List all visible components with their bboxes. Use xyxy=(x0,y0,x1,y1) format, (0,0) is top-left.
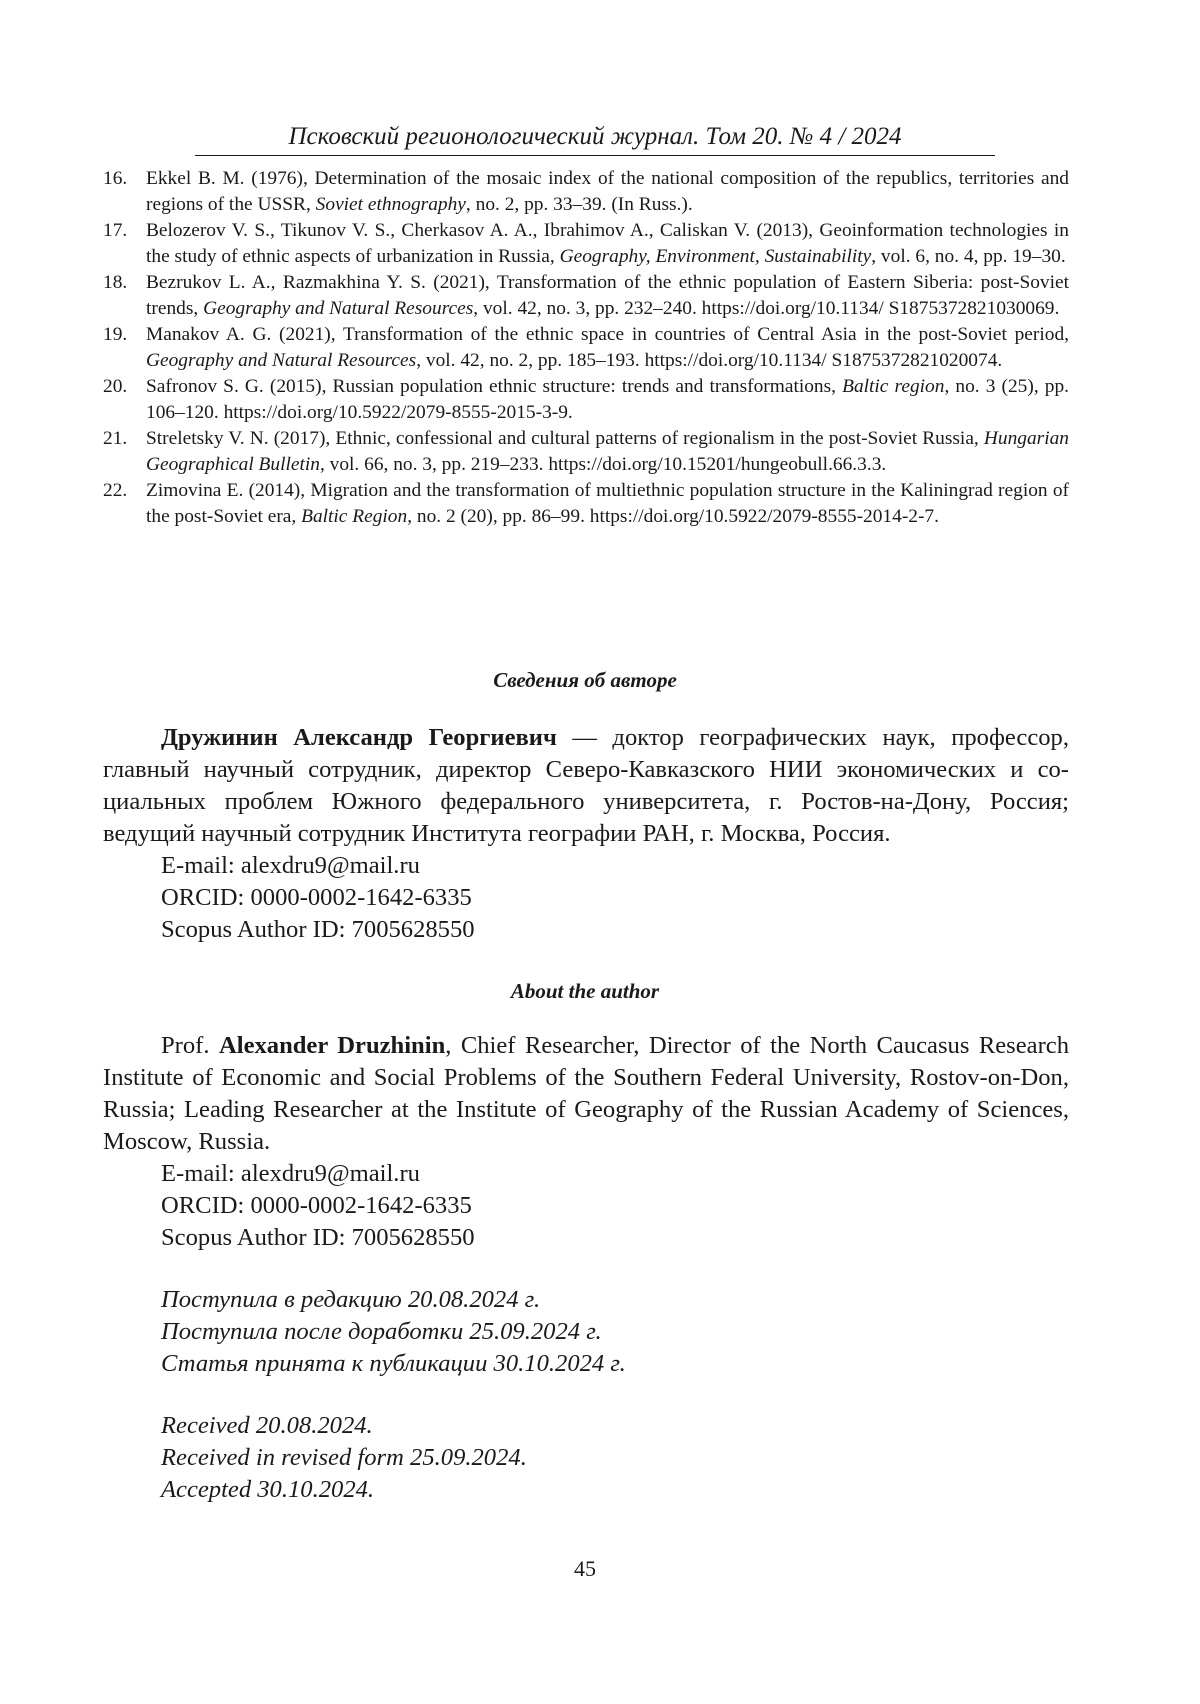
revised-date-en: Received in revised form 25.09.2024. xyxy=(161,1444,527,1471)
reference-item xyxy=(103,218,1069,270)
author-title-en: Prof. xyxy=(161,1032,219,1059)
author-name-ru: Дружинин Александр Георгиевич xyxy=(161,724,557,751)
author-bio-ru xyxy=(103,722,1069,946)
accepted-date-en: Accepted 30.10.2024. xyxy=(161,1476,375,1503)
reference-source: Geography and Natural Resources xyxy=(203,298,474,319)
page-number: 45 xyxy=(574,1556,596,1581)
reference-list xyxy=(103,166,1069,530)
reference-details: , vol. 42, no. 3, pp. 232–240. https://doi.org/10.1134/ S1875372821030069. xyxy=(473,298,1060,319)
reference-source: Geography, Environment, Sustainability xyxy=(559,246,872,267)
reference-text: Belozerov V. S., Tikunov V. S., Cherkasov A. A., Ibrahimov A., Caliskan V. (2013), Geoinformation technologies in the study of ethnic aspects of urbanization in Russia, xyxy=(146,220,1069,267)
reference-details: , vol. 42, no. 2, pp. 185–193. https://doi.org/10.1134/ S1875372821020074. xyxy=(416,350,1003,371)
reference-text: Zimovina E. (2014), Migration and the transformation of multiethnic population structure in the Kaliningrad region of the post-Soviet era, xyxy=(146,480,1069,527)
reference-number: 18. xyxy=(103,272,128,293)
dates-ru xyxy=(161,1284,1061,1380)
received-date-en: Received 20.08.2024. xyxy=(161,1412,373,1439)
reference-item xyxy=(103,374,1069,426)
author-info-heading-ru: Сведения об авторе xyxy=(493,668,677,692)
reference-details: , no. 2, pp. 33–39. (In Russ.). xyxy=(465,194,693,215)
reference-details: , vol. 66, no. 3, pp. 219–233. https://doi.org/10.15201/hungeobull.66.3.3. xyxy=(319,454,887,475)
reference-number: 20. xyxy=(103,376,128,397)
reference-details: , no. 3 (25), pp. 106–120. https://doi.org/10.5922/2079-8555-2015-3-9. xyxy=(146,376,1070,423)
author-info-heading-en: About the author xyxy=(510,979,660,1003)
reference-details: , no. 2 (20), pp. 86–99. https://doi.org/10.5922/2079-8555-2014-2-7. xyxy=(407,506,939,527)
running-head: Псковский регионологический журнал. Том 20. № 4 / 2024 xyxy=(195,122,995,156)
author-bio-en xyxy=(103,1030,1069,1254)
author-orcid-en: ORCID: 0000-0002-1642-6335 xyxy=(161,1192,472,1219)
reference-text: Streletsky V. N. (2017), Ethnic, confessional and cultural patterns of regionalism in the post-Soviet Russia, xyxy=(146,428,984,449)
reference-text: Manakov A. G. (2021), Transformation of the ethnic space in countries of Central Asia in the post-Soviet period, xyxy=(146,324,1069,345)
author-scopus-en: Scopus Author ID: 7005628550 xyxy=(161,1224,475,1251)
author-scopus-ru: Scopus Author ID: 7005628550 xyxy=(161,916,475,943)
reference-source: Baltic region xyxy=(842,376,945,397)
reference-number: 22. xyxy=(103,480,128,501)
author-email-en: E-mail: alexdru9@mail.ru xyxy=(161,1160,420,1187)
reference-item xyxy=(103,270,1069,322)
reference-source: Soviet ethnography xyxy=(315,194,466,215)
reference-number: 19. xyxy=(103,324,128,345)
author-name-en: Alexander Druzhinin xyxy=(218,1032,446,1059)
reference-item xyxy=(103,166,1069,218)
reference-item xyxy=(103,426,1069,478)
reference-item xyxy=(103,478,1069,530)
author-description-ru xyxy=(103,722,1069,850)
reference-number: 21. xyxy=(103,428,128,449)
author-text-en: , Chief Researcher, Director of the North Caucasus Research Institute of Economic and Social Problems of the Southern Federal University, Rostov-on-Don, Russia; Leading Researcher at the Institute of Geography of the Russian Academy of Sciences, Moscow, Russia. xyxy=(103,1032,1069,1155)
reference-text: Safronov S. G. (2015), Russian population ethnic structure: trends and transformations, xyxy=(146,376,843,397)
reference-source: Hungarian Geographical Bulletin xyxy=(146,428,1069,475)
accepted-date-ru: Статья принята к публикации 30.10.2024 г. xyxy=(161,1350,626,1377)
reference-item xyxy=(103,322,1069,374)
reference-text: Bezrukov L. A., Razmakhina Y. S. (2021), Transformation of the ethnic population of Eastern Siberia: post-Soviet trends, xyxy=(146,272,1069,319)
reference-number: 17. xyxy=(103,220,128,241)
revised-date-ru: Поступила после доработки 25.09.2024 г. xyxy=(161,1318,602,1345)
reference-text: Ekkel B. M. (1976), Determination of the mosaic index of the national composition of the republics, territories and regions of the USSR, xyxy=(146,168,1069,215)
reference-source: Geography and Natural Resources xyxy=(146,350,417,371)
reference-source: Baltic Region xyxy=(301,506,408,527)
dates-en xyxy=(161,1410,1061,1506)
author-email-ru: E-mail: alexdru9@mail.ru xyxy=(161,852,420,879)
author-description-en xyxy=(103,1030,1069,1158)
reference-details: , vol. 6, no. 4, pp. 19–30. xyxy=(871,246,1066,267)
reference-number: 16. xyxy=(103,168,128,189)
received-date-ru: Поступила в редакцию 20.08.2024 г. xyxy=(161,1286,541,1313)
author-orcid-ru: ORCID: 0000-0002-1642-6335 xyxy=(161,884,472,911)
author-text-ru: — доктор географических наук, профессор, главный научный сотрудник, директор Северо-Кавказского НИИ экономических и социальных проблем Южного федерального университета, г. Ростов-на-Дону, Россия; ведущий научный сотрудник Института географии РАН, г. Москва, Россия. xyxy=(103,724,1069,847)
